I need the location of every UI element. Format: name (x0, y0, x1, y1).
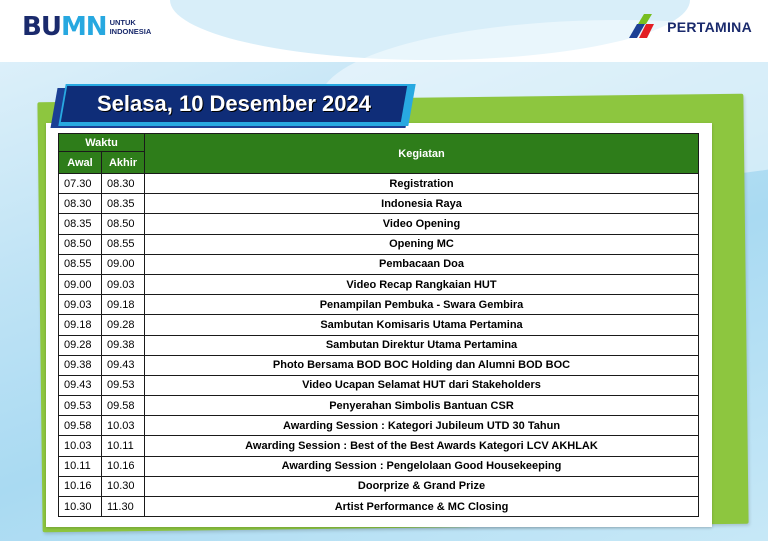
table-row (59, 476, 699, 496)
end-time-cell: 08.50 (102, 214, 145, 234)
end-time-cell: 10.03 (102, 416, 145, 436)
activity-cell: Penyerahan Simbolis Bantuan CSR (145, 396, 699, 416)
start-time-cell: 10.03 (59, 436, 102, 456)
table-row (59, 315, 699, 335)
bumn-tagline-line: UNTUK (109, 18, 136, 27)
end-time-cell: 11.30 (102, 497, 145, 517)
table-row (59, 355, 699, 375)
start-time-cell: 10.11 (59, 456, 102, 476)
table-row (59, 497, 699, 517)
bumn-word-b: MN (60, 12, 107, 42)
start-time-cell: 07.30 (59, 174, 102, 194)
end-time-cell: 09.28 (102, 315, 145, 335)
end-time-cell: 09.43 (102, 355, 145, 375)
activity-cell: Doorprize & Grand Prize (145, 476, 699, 496)
start-time-cell: 09.38 (59, 355, 102, 375)
end-time-cell: 10.16 (102, 456, 145, 476)
activity-cell: Sambutan Komisaris Utama Pertamina (145, 315, 699, 335)
table-row (59, 295, 699, 315)
activity-cell: Video Recap Rangkaian HUT (145, 274, 699, 294)
start-time-cell: 08.35 (59, 214, 102, 234)
bumn-tagline-line: INDONESIA (109, 27, 152, 36)
table-row (59, 396, 699, 416)
activity-cell: Video Ucapan Selamat HUT dari Stakeholders (145, 375, 699, 395)
activity-cell: Opening MC (145, 234, 699, 254)
bumn-word-a: BU (22, 12, 61, 42)
table-row (59, 375, 699, 395)
start-time-cell: 09.53 (59, 396, 102, 416)
activity-cell: Video Opening (145, 214, 699, 234)
end-time-cell: 10.11 (102, 436, 145, 456)
end-time-cell: 09.03 (102, 274, 145, 294)
end-time-cell: 08.55 (102, 234, 145, 254)
activity-cell: Photo Bersama BOD BOC Holding dan Alumni BOD BOC (145, 355, 699, 375)
start-time-cell: 10.16 (59, 476, 102, 496)
start-time-cell: 09.00 (59, 274, 102, 294)
header-akhir: Akhir (102, 152, 145, 174)
end-time-cell: 09.38 (102, 335, 145, 355)
table-row (59, 234, 699, 254)
table-row (59, 416, 699, 436)
table-row (59, 436, 699, 456)
end-time-cell: 09.18 (102, 295, 145, 315)
activity-cell: Sambutan Direktur Utama Pertamina (145, 335, 699, 355)
table-row (59, 456, 699, 476)
start-time-cell: 08.50 (59, 234, 102, 254)
table-row (59, 274, 699, 294)
activity-cell: Artist Performance & MC Closing (145, 497, 699, 517)
activity-cell: Awarding Session : Pengelolaan Good Housekeeping (145, 456, 699, 476)
schedule-table (58, 133, 699, 517)
end-time-cell: 09.53 (102, 375, 145, 395)
end-time-cell: 09.58 (102, 396, 145, 416)
pertamina-wordmark: PERTAMINA (667, 19, 752, 35)
header-waktu: Waktu (59, 134, 145, 152)
start-time-cell: 09.28 (59, 335, 102, 355)
activity-cell: Pembacaan Doa (145, 254, 699, 274)
bumn-logo (22, 12, 151, 42)
start-time-cell: 09.43 (59, 375, 102, 395)
header-kegiatan: Kegiatan (145, 134, 699, 174)
start-time-cell: 09.03 (59, 295, 102, 315)
start-time-cell: 08.30 (59, 194, 102, 214)
page-title: Selasa, 10 Desember 2024 (97, 91, 371, 116)
activity-cell: Awarding Session : Kategori Jubileum UTD 30 Tahun (145, 416, 699, 436)
table-row (59, 254, 699, 274)
start-time-cell: 08.55 (59, 254, 102, 274)
bumn-wordmark (22, 14, 107, 40)
start-time-cell: 10.30 (59, 497, 102, 517)
activity-cell: Indonesia Raya (145, 194, 699, 214)
activity-cell: Penampilan Pembuka - Swara Gembira (145, 295, 699, 315)
table-header-row (59, 134, 699, 152)
end-time-cell: 08.30 (102, 174, 145, 194)
end-time-cell: 09.00 (102, 254, 145, 274)
table-row (59, 335, 699, 355)
start-time-cell: 09.18 (59, 315, 102, 335)
bumn-tagline (110, 18, 152, 36)
pertamina-logo (625, 12, 752, 42)
schedule-rows (59, 174, 699, 517)
header-awal: Awal (59, 152, 102, 174)
end-time-cell: 10.30 (102, 476, 145, 496)
pertamina-arrow-icon (625, 12, 661, 42)
table-row (59, 194, 699, 214)
activity-cell: Awarding Session : Best of the Best Awards Kategori LCV AKHLAK (145, 436, 699, 456)
start-time-cell: 09.58 (59, 416, 102, 436)
end-time-cell: 08.35 (102, 194, 145, 214)
table-row (59, 214, 699, 234)
table-row (59, 174, 699, 194)
activity-cell: Registration (145, 174, 699, 194)
